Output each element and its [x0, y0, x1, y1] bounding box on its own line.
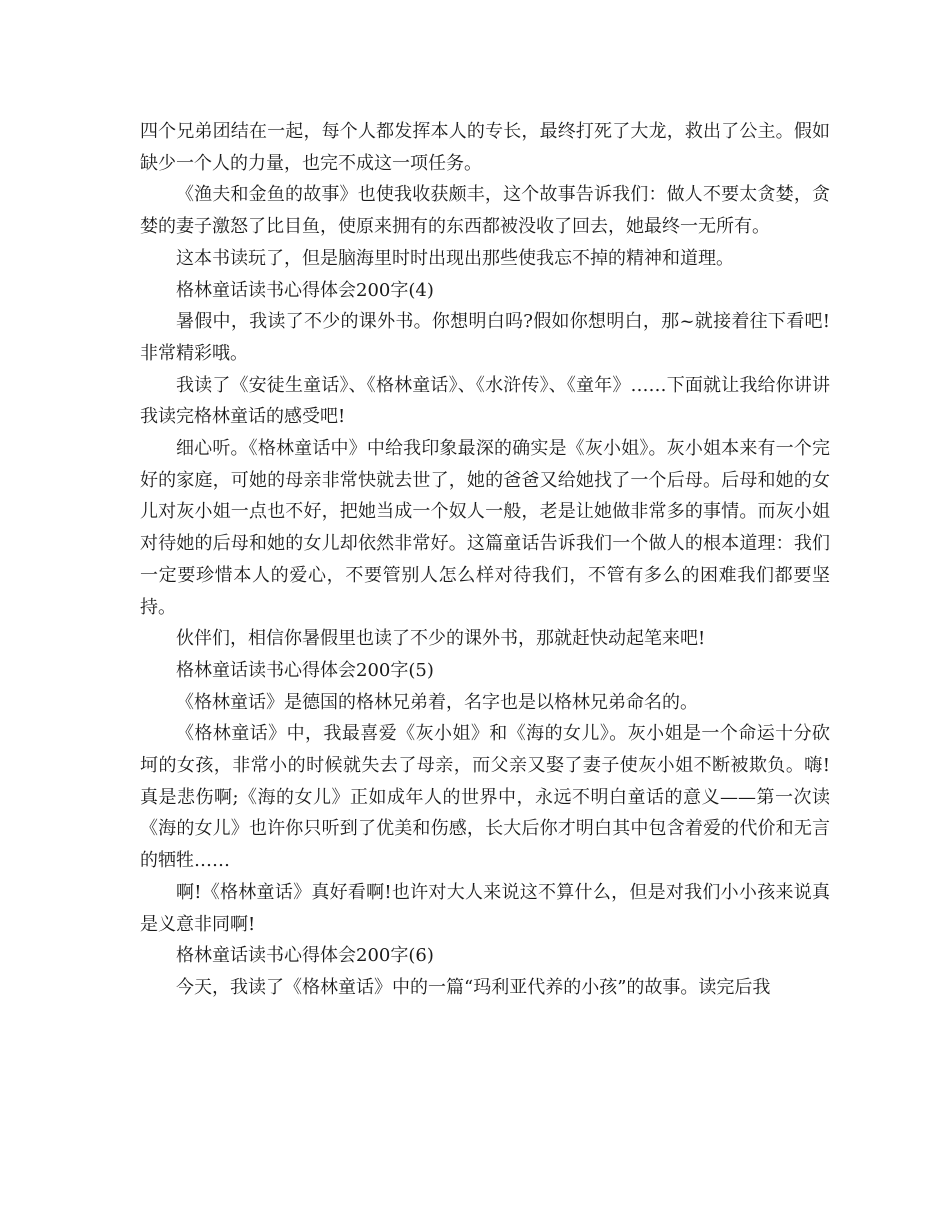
paragraph: 四个兄弟团结在一起，每个人都发挥本人的专长，最终打死了大龙，救出了公主。假如缺少一个人的力量，也完不成这一项任务。 [140, 121, 830, 174]
paragraph: 《格林童话》中，我最喜爱《灰小姐》和《海的女儿》。灰小姐是一个命运十分砍坷的女孩，非常小的时候就失去了母亲，而父亲又娶了妻子使灰小姐不断被欺负。嗨!真是悲伤啊;《海的女儿》正如成年人的世界中，永远不明白童话的意义——第一次读《海的女儿》也许你只听到了优美和伤感，长大后你才明白其中包含着爱的代价和无言的牺牲…… [140, 723, 830, 872]
paragraph: 暑假中，我读了不少的课外书。你想明白吗?假如你想明白，那~就接着往下看吧!非常精彩哦。 [140, 311, 830, 364]
paragraph: 伙伴们，相信你暑假里也读了不少的课外书，那就赶快动起笔来吧! [176, 628, 706, 650]
paragraph: 《渔夫和金鱼的故事》也使我收获颇丰，这个故事告诉我们：做人不要太贪婪，贪婪的妻子激怒了比目鱼，使原来拥有的东西都被没收了回去，她最终一无所有。 [140, 184, 830, 238]
paragraph: 我读了《安徒生童话》、《格林童话》、《水浒传》、《童年》……下面就让我给你讲讲我读完格林童话的感受吧! [140, 374, 830, 428]
paragraph: 《格林童话》是德国的格林兄弟着，名字也是以格林兄弟命名的。 [176, 691, 698, 713]
section-heading: 格林童话读书心得体会200字(4) [176, 279, 434, 301]
document-body [140, 116, 830, 1004]
section-heading: 格林童话读书心得体会200字(6) [176, 945, 434, 967]
paragraph: 细心听。《格林童话中》中给我印象最深的确实是《灰小姐》。灰小姐本来有一个完好的家庭，可她的母亲非常快就去世了，她的爸爸又给她找了一个后母。后母和她的女儿对灰小姐一点也不好，把她当成一个奴人一般，老是让她做非常多的事情。而灰小姐对待她的后母和她的女儿却依然非常好。这篇童话告诉我们一个做人的根本道理：我们一定要珍惜本人的爱心，不要管别人怎么样对待我们，不管有多么的困难我们都要坚持。 [140, 438, 830, 618]
paragraph: 今天，我读了《格林童话》中的一篇“玛利亚代养的小孩”的故事。读完后我 [176, 976, 771, 998]
section-heading: 格林童话读书心得体会200字(5) [176, 659, 434, 681]
paragraph: 这本书读玩了，但是脑海里时时出现出那些使我忘不掉的精神和道理。 [176, 247, 734, 269]
paragraph: 啊!《格林童话》真好看啊!也许对大人来说这不算什么，但是对我们小小孩来说真是义意非同啊! [140, 881, 830, 935]
